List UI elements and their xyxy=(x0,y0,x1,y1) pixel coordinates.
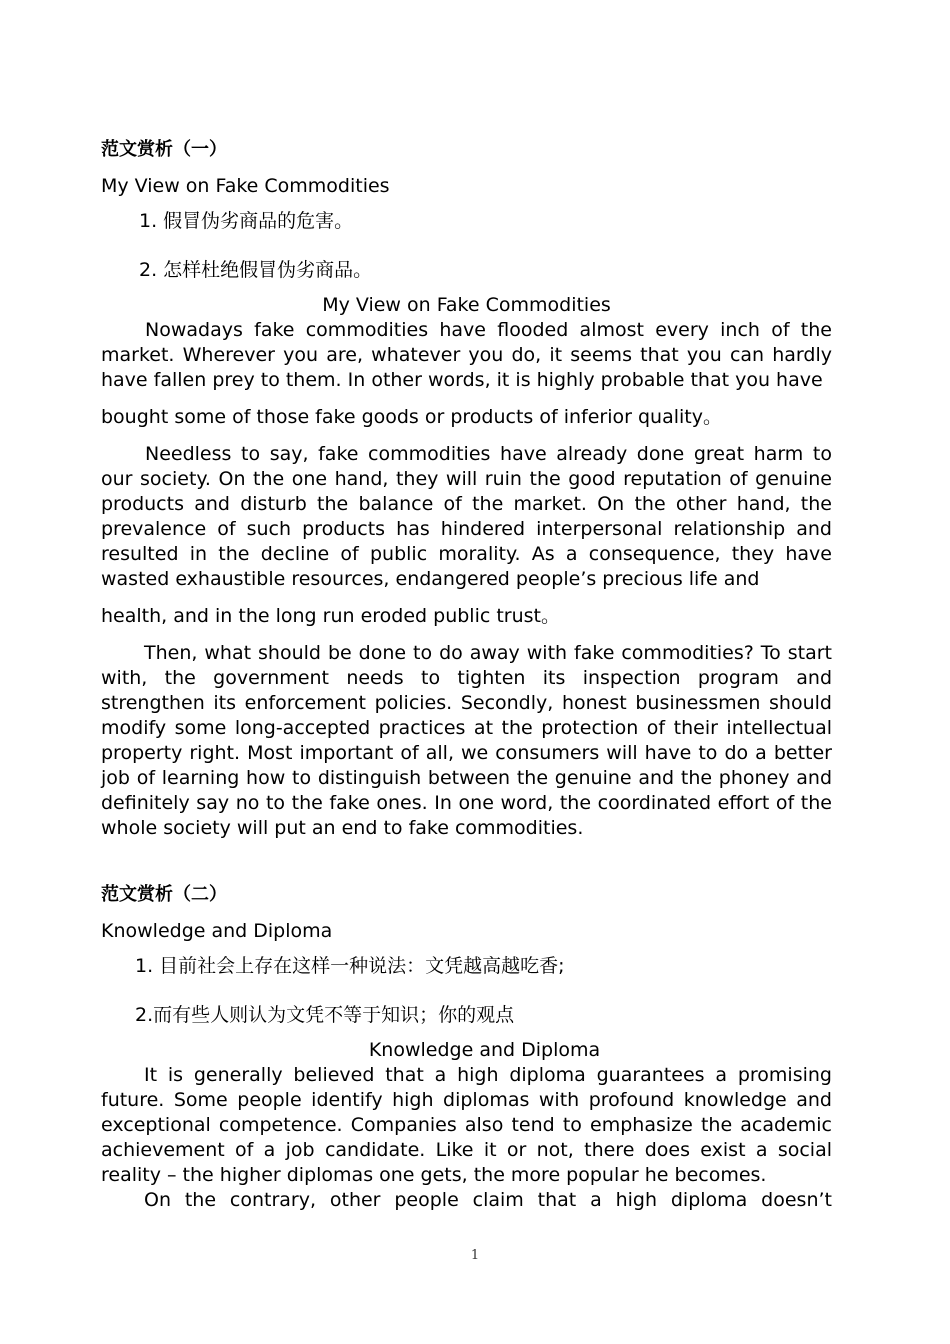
section-1-paragraph-2: Needless to say, fake commodities have already done great harm to our society. On the one hand, they will ruin the good reputation of genuine products and disturb the balance of the market. On the other hand, the prevalence of such products has hindered interpersonal relationship and resulted in the decline of public morality. As a consequence, they have wasted exhaustible resources, endangered people’s precious life and xyxy=(101,443,832,590)
section-1-paragraph-2-end: health, and in the long run eroded public trust。 xyxy=(101,605,560,627)
section-2-outline-item-1: 1. 目前社会上存在这样一种说法：文凭越高越吃香; xyxy=(135,955,565,977)
section-1-topic: My View on Fake Commodities xyxy=(101,175,390,197)
section-2-paragraph-1: It is generally believed that a high diploma guarantees a promising future. Some people identify high diplomas with profound knowledge and exceptional competence. Companies also tend to emphasize the academic achievement of a job candidate. Like it or not, there does exist a social reality – the higher diplomas one gets, the more popular he becomes. xyxy=(101,1064,832,1186)
section-1-outline-item-2: 2. 怎样杜绝假冒伪劣商品。 xyxy=(139,259,373,281)
section-1-paragraph-3: Then, what should be done to do away with fake commodities? To start with, the government needs to tighten its inspection program and strengthen its enforcement policies. Secondly, honest businessmen should modify some long-accepted practices at the protection of their intellectual property right. Most important of all, we consumers will have to do a better job of learning how to distinguish between the genuine and the phoney and definitely say no to the fake ones. In one word, the coordinated effort of the whole society will put an end to fake commodities. xyxy=(101,642,832,839)
section-1-outline-item-1: 1. 假冒伪劣商品的危害。 xyxy=(139,210,354,232)
section-1-heading: 范文赏析（一） xyxy=(101,139,227,160)
section-2-topic: Knowledge and Diploma xyxy=(101,920,333,942)
document-body xyxy=(101,136,832,1213)
section-divider-space xyxy=(101,841,832,881)
section-1-essay-title: My View on Fake Commodities xyxy=(322,294,611,316)
section-2-outline-item-2: 2.而有些人则认为文凭不等于知识；你的观点 xyxy=(135,1004,515,1026)
section-2-paragraph-2: On the contrary, other people claim that a high diploma doesn’t xyxy=(144,1189,832,1211)
page-number: 1 xyxy=(470,1248,480,1263)
section-1-paragraph-1: Nowadays fake commodities have flooded almost every inch of the market. Wherever you are, whatever you do, it seems that you can hardly have fallen prey to them. In other words, it is highly probable that you have xyxy=(101,319,832,391)
section-2-heading: 范文赏析（二） xyxy=(101,884,227,905)
section-1-paragraph-1-end: bought some of those fake goods or products of inferior quality。 xyxy=(101,406,722,428)
section-2-essay-title: Knowledge and Diploma xyxy=(368,1039,601,1061)
